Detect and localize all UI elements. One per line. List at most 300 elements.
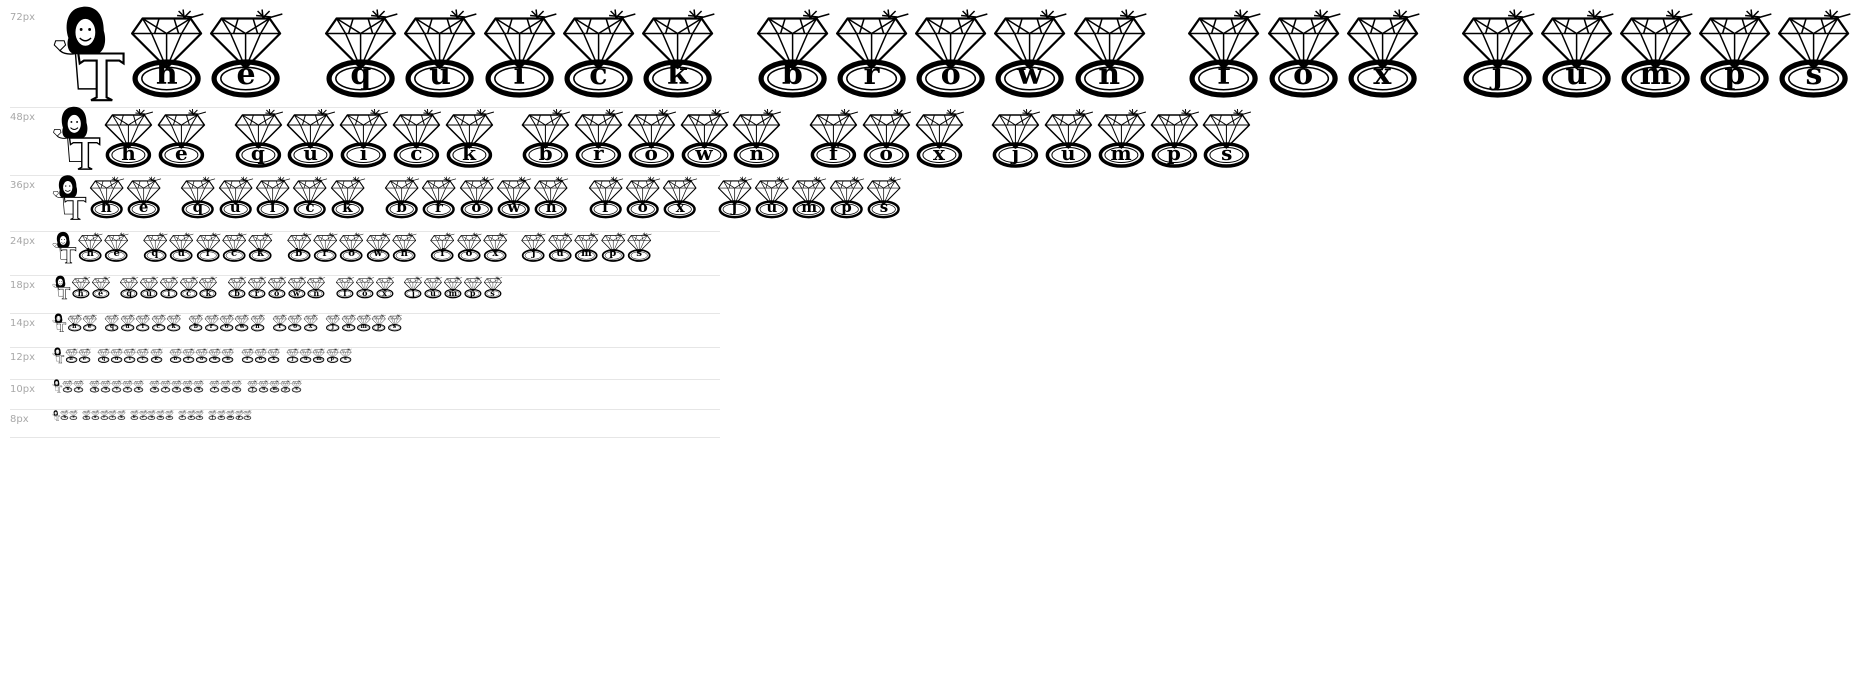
glyph-letter: r [209, 323, 213, 331]
size-label: 36px [10, 180, 35, 191]
sample-text [52, 176, 903, 222]
diamond-ring-icon [130, 410, 139, 420]
glyph-letter: q [350, 57, 372, 93]
diamond-ring-icon [171, 380, 182, 393]
word-gap [965, 108, 989, 168]
glyph-letter: u [346, 323, 351, 331]
glyph-letter: o [879, 140, 893, 165]
glyph-letter: u [556, 248, 564, 260]
word-gap [570, 176, 587, 219]
diamond-ring-icon [716, 176, 753, 219]
diamond-ring-icon [365, 232, 391, 262]
diamond-ring-icon [572, 108, 625, 168]
word-gap [495, 108, 519, 168]
glyph-letter: c [111, 414, 114, 419]
diamond-ring-icon [254, 176, 291, 219]
glyph-letter: n [400, 248, 408, 260]
glyph-letter: u [1061, 140, 1076, 165]
preview-row [10, 380, 720, 410]
glyph-letter: o [150, 414, 153, 419]
glyph-letter: c [589, 57, 608, 93]
diamond-ring-icon [208, 348, 221, 363]
word-gap [181, 314, 188, 332]
glyph-letter: p [841, 198, 852, 217]
woman-with-ring-icon [52, 313, 67, 332]
glyph-letter: w [159, 414, 163, 419]
glyph-letter: w [695, 140, 713, 165]
glyph-letter: o [1293, 57, 1314, 93]
glyph-letter: j [331, 323, 334, 331]
glyph-letter: q [93, 386, 97, 392]
diamond-ring-icon [790, 176, 827, 219]
glyph-letter: i [116, 386, 118, 392]
size-label: 8px [10, 414, 29, 425]
diamond-ring-icon [103, 232, 129, 262]
diamond-ring-icon [182, 348, 195, 363]
glyph-letter: u [429, 57, 451, 93]
diamond-ring-icon [169, 348, 182, 363]
glyph-letter: f [440, 248, 445, 260]
woman-with-ring-icon [52, 347, 65, 364]
glyph-letter: n [313, 287, 320, 298]
sample-text [52, 380, 302, 396]
diamond-ring-icon [111, 380, 122, 393]
glyph-letter: u [304, 355, 308, 362]
diamond-ring-icon [306, 276, 326, 299]
diamond-ring-icon [258, 380, 269, 393]
glyph-letter: u [220, 414, 223, 419]
diamond-ring-icon [443, 276, 463, 299]
diamond-ring-icon [247, 276, 267, 299]
diamond-ring-icon [387, 314, 402, 332]
diamond-ring-icon [127, 8, 206, 98]
diamond-ring-icon [142, 232, 168, 262]
preview-row [10, 314, 720, 348]
diamond-ring-icon [243, 410, 252, 420]
glyph-letter: e [174, 140, 188, 165]
diamond-ring-icon [989, 108, 1042, 168]
sample-text [52, 348, 352, 366]
glyph-letter: u [114, 355, 119, 362]
diamond-ring-icon [587, 176, 624, 219]
diamond-ring-icon [91, 276, 111, 299]
diamond-ring-icon [483, 276, 503, 299]
glyph-letter: b [173, 355, 178, 362]
diamond-ring-icon [286, 348, 299, 363]
size-label: 48px [10, 112, 35, 123]
word-gap [265, 314, 272, 332]
glyph-letter: j [531, 248, 536, 260]
diamond-ring-icon [89, 380, 100, 393]
glyph-letter: s [344, 355, 347, 362]
diamond-ring-icon [62, 380, 73, 393]
diamond-ring-icon [100, 380, 111, 393]
glyph-letter: k [257, 248, 264, 260]
diamond-ring-icon [911, 8, 990, 98]
glyph-letter: x [932, 140, 945, 165]
glyph-letter: k [342, 198, 353, 217]
diamond-ring-icon [151, 314, 166, 332]
diamond-ring-icon [458, 176, 495, 219]
diamond-ring-icon [69, 410, 78, 420]
diamond-ring-icon [221, 348, 234, 363]
glyph-letter: b [234, 287, 240, 298]
woman-with-ring-icon [52, 275, 71, 300]
glyph-letter: o [200, 355, 204, 362]
diamond-ring-icon [913, 108, 966, 168]
glyph-letter: c [126, 386, 130, 392]
glyph-letter: f [181, 414, 183, 419]
glyph-letter: b [133, 414, 136, 419]
diamond-ring-icon [321, 8, 400, 98]
diamond-ring-icon [125, 176, 162, 219]
glyph-letter: i [269, 198, 276, 217]
preview-row [10, 276, 720, 314]
glyph-letter: b [295, 248, 303, 260]
glyph-letter: o [465, 248, 473, 260]
diamond-ring-icon [355, 276, 375, 299]
glyph-letter: c [156, 323, 161, 331]
glyph-letter: j [1011, 140, 1020, 165]
glyph-letter: w [293, 287, 300, 298]
diamond-ring-icon [82, 314, 97, 332]
glyph-letter: h [63, 414, 67, 419]
glyph-letter: q [109, 323, 115, 331]
glyph-letter: x [198, 414, 201, 419]
diamond-ring-icon [139, 276, 159, 299]
diamond-ring-icon [1070, 8, 1149, 98]
diamond-ring-icon [1042, 108, 1095, 168]
diamond-ring-icon [195, 232, 221, 262]
word-gap [162, 176, 179, 219]
diamond-ring-icon [860, 108, 913, 168]
glyph-letter: o [471, 198, 482, 217]
diamond-ring-icon [65, 348, 78, 363]
diamond-ring-icon [625, 108, 678, 168]
glyph-letter: r [187, 355, 190, 362]
diamond-ring-icon [325, 314, 340, 332]
diamond-ring-icon [356, 314, 371, 332]
diamond-ring-icon [371, 314, 386, 332]
word-gap [509, 232, 521, 262]
diamond-ring-icon [338, 232, 364, 262]
diamond-ring-icon [71, 276, 91, 299]
glyph-letter: s [1805, 57, 1823, 93]
sample-text [52, 410, 252, 426]
diamond-ring-icon [312, 232, 338, 262]
glyph-letter: w [1017, 57, 1043, 93]
diamond-ring-icon [291, 380, 302, 393]
glyph-letter: i [128, 355, 131, 362]
glyph-letter: r [863, 57, 880, 93]
glyph-letter: i [205, 248, 210, 260]
diamond-ring-icon [400, 8, 479, 98]
diamond-ring-icon [195, 410, 204, 420]
glyph-letter: u [430, 287, 436, 298]
glyph-letter: s [246, 414, 249, 419]
diamond-ring-icon [865, 176, 902, 219]
glyph-letter: p [1166, 140, 1181, 165]
glyph-letter: m [1110, 140, 1132, 165]
glyph-letter: x [382, 287, 387, 298]
diamond-ring-icon [104, 314, 119, 332]
glyph-letter: b [781, 57, 803, 93]
glyph-letter: h [77, 287, 84, 298]
glyph-letter: c [141, 355, 145, 362]
glyph-letter: p [469, 287, 476, 298]
glyph-letter: x [272, 355, 276, 362]
diamond-ring-icon [1458, 8, 1537, 98]
size-label: 14px [10, 318, 35, 329]
glyph-letter: i [359, 140, 368, 165]
diamond-ring-icon [1148, 108, 1201, 168]
diamond-ring-icon [123, 348, 136, 363]
glyph-letter: n [168, 414, 171, 419]
diamond-ring-icon [188, 314, 203, 332]
diamond-ring-icon [678, 108, 731, 168]
glyph-letter: r [435, 198, 443, 217]
glyph-letter: k [137, 386, 141, 392]
diamond-ring-icon [165, 410, 174, 420]
glyph-letter: o [224, 323, 229, 331]
glyph-letter: k [171, 323, 176, 331]
diamond-ring-icon [108, 410, 117, 420]
diamond-ring-icon [88, 176, 125, 219]
diamond-ring-icon [208, 410, 217, 420]
diamond-ring-icon [241, 348, 254, 363]
glyph-letter: i [167, 287, 171, 298]
diamond-ring-icon [559, 8, 638, 98]
word-gap [366, 176, 383, 219]
woman-with-ring-icon [52, 410, 60, 421]
glyph-letter: s [295, 386, 298, 392]
glyph-letter: j [1491, 57, 1503, 93]
diamond-ring-icon [247, 232, 273, 262]
diamond-ring-icon [204, 314, 219, 332]
diamond-ring-icon [136, 348, 149, 363]
diamond-ring-icon [198, 276, 218, 299]
glyph-letter: c [186, 287, 192, 298]
glyph-letter: i [141, 323, 144, 331]
diamond-ring-icon [287, 276, 307, 299]
glyph-letter: f [829, 140, 838, 165]
diamond-ring-icon [117, 410, 126, 420]
word-gap [97, 314, 104, 332]
diamond-ring-icon [166, 314, 181, 332]
diamond-ring-icon [187, 410, 196, 420]
diamond-ring-icon [341, 314, 356, 332]
woman-with-ring-icon [52, 231, 77, 264]
diamond-ring-icon [519, 108, 572, 168]
glyph-letter: u [303, 140, 318, 165]
diamond-ring-icon [219, 314, 234, 332]
diamond-ring-icon [375, 276, 395, 299]
diamond-ring-icon [254, 348, 267, 363]
glyph-letter: h [66, 386, 70, 392]
diamond-ring-icon [547, 232, 573, 262]
glyph-letter: i [513, 57, 525, 93]
glyph-letter: f [1217, 57, 1231, 93]
diamond-ring-icon [77, 232, 103, 262]
glyph-letter: p [609, 248, 617, 260]
diamond-ring-icon [235, 410, 244, 420]
glyph-letter: i [103, 414, 105, 419]
word-gap [110, 276, 119, 299]
glyph-letter: o [644, 140, 658, 165]
glyph-letter: o [362, 287, 368, 298]
glyph-letter: b [396, 198, 407, 217]
diamond-ring-icon [179, 276, 199, 299]
diamond-ring-icon [110, 348, 123, 363]
diamond-ring-icon [443, 108, 496, 168]
glyph-letter: r [322, 248, 328, 260]
diamond-ring-icon [1616, 8, 1695, 98]
glyph-letter: u [93, 414, 97, 419]
diamond-ring-icon [520, 232, 546, 262]
diamond-ring-icon [753, 176, 790, 219]
glyph-letter: j [211, 414, 214, 419]
glyph-letter: e [97, 287, 104, 298]
glyph-letter: e [236, 57, 256, 93]
glyph-letter: u [766, 198, 778, 217]
glyph-letter: k [462, 140, 477, 165]
glyph-letter: m [272, 386, 277, 392]
glyph-letter: b [153, 386, 157, 392]
glyph-letter: b [538, 140, 553, 165]
diamond-ring-icon [231, 380, 242, 393]
sample-text [52, 108, 1253, 171]
glyph-letter: w [507, 198, 521, 217]
glyph-letter: h [121, 140, 136, 165]
glyph-letter: o [637, 198, 648, 217]
diamond-ring-icon [221, 232, 247, 262]
glyph-letter: h [69, 355, 73, 362]
glyph-letter: x [1373, 57, 1392, 93]
glyph-letter: j [411, 287, 415, 298]
glyph-letter: m [448, 287, 458, 298]
diamond-ring-icon [383, 176, 420, 219]
diamond-ring-icon [303, 314, 318, 332]
diamond-ring-icon [220, 380, 231, 393]
glyph-letter: n [255, 323, 260, 331]
diamond-ring-icon [179, 176, 216, 219]
glyph-letter: w [212, 355, 218, 362]
size-label: 24px [10, 236, 35, 247]
word-gap [418, 232, 430, 262]
diamond-ring-icon [267, 276, 287, 299]
word-gap [274, 232, 286, 262]
sample-text [52, 276, 502, 302]
diamond-ring-icon [284, 108, 337, 168]
diamond-ring-icon [119, 276, 139, 299]
word-gap [318, 314, 325, 332]
size-label: 72px [10, 12, 35, 23]
diamond-ring-icon [1537, 8, 1616, 98]
glyph-letter: s [1221, 140, 1233, 165]
word-gap [326, 276, 335, 299]
size-label: 18px [10, 280, 35, 291]
diamond-ring-icon [429, 232, 455, 262]
glyph-letter: c [231, 248, 238, 260]
glyph-letter: p [237, 414, 241, 419]
glyph-letter: p [330, 355, 334, 362]
diamond-ring-icon [150, 348, 163, 363]
glyph-letter: m [581, 248, 592, 260]
glyph-letter: m [360, 323, 367, 331]
diamond-ring-icon [423, 276, 443, 299]
diamond-ring-icon [339, 348, 352, 363]
word-gap [717, 8, 753, 98]
diamond-ring-icon [286, 232, 312, 262]
diamond-ring-icon [135, 314, 150, 332]
glyph-letter: p [284, 386, 288, 392]
glyph-letter: q [101, 355, 106, 362]
diamond-ring-icon [828, 176, 865, 219]
diamond-ring-icon [139, 410, 148, 420]
diamond-ring-icon [638, 8, 717, 98]
glyph-letter: h [155, 57, 178, 93]
glyph-letter: f [278, 323, 282, 331]
preview-row [10, 8, 1823, 108]
diamond-ring-icon [102, 108, 155, 168]
diamond-ring-icon [193, 380, 204, 393]
word-gap [130, 232, 142, 262]
glyph-letter: u [104, 386, 108, 392]
diamond-ring-icon [312, 348, 325, 363]
glyph-letter: q [85, 414, 88, 419]
diamond-ring-icon [226, 410, 235, 420]
diamond-ring-icon [133, 380, 144, 393]
sample-text [52, 8, 1853, 103]
diamond-ring-icon [1095, 108, 1148, 168]
word-gap [783, 108, 807, 168]
diamond-ring-icon [287, 314, 302, 332]
diamond-ring-icon [573, 232, 599, 262]
glyph-letter: p [376, 323, 382, 331]
glyph-letter: r [164, 386, 167, 392]
size-label: 12px [10, 352, 35, 363]
glyph-letter: e [87, 323, 92, 331]
glyph-letter: n [197, 386, 201, 392]
glyph-letter: w [239, 323, 245, 331]
diamond-ring-icon [626, 232, 652, 262]
preview-row [10, 232, 720, 276]
diamond-ring-icon [463, 276, 483, 299]
diamond-ring-icon [156, 410, 165, 420]
diamond-ring-icon [227, 276, 247, 299]
diamond-ring-icon [495, 176, 532, 219]
diamond-ring-icon [335, 276, 355, 299]
diamond-ring-icon [390, 108, 443, 168]
diamond-ring-icon [122, 380, 133, 393]
diamond-ring-icon [832, 8, 911, 98]
diamond-ring-icon [532, 176, 569, 219]
diamond-ring-icon [232, 108, 285, 168]
diamond-ring-icon [60, 410, 69, 420]
diamond-ring-icon [420, 176, 457, 219]
glyph-letter: e [138, 198, 149, 217]
woman-with-ring-icon [52, 379, 62, 393]
diamond-ring-icon [600, 232, 626, 262]
diamond-ring-icon [990, 8, 1069, 98]
woman-with-ring-icon [52, 4, 127, 103]
diamond-ring-icon [730, 108, 783, 168]
diamond-ring-icon [155, 108, 208, 168]
glyph-letter: f [246, 355, 249, 362]
glyph-letter: n [1098, 57, 1121, 93]
glyph-letter: k [667, 57, 688, 93]
diamond-ring-icon [149, 380, 160, 393]
